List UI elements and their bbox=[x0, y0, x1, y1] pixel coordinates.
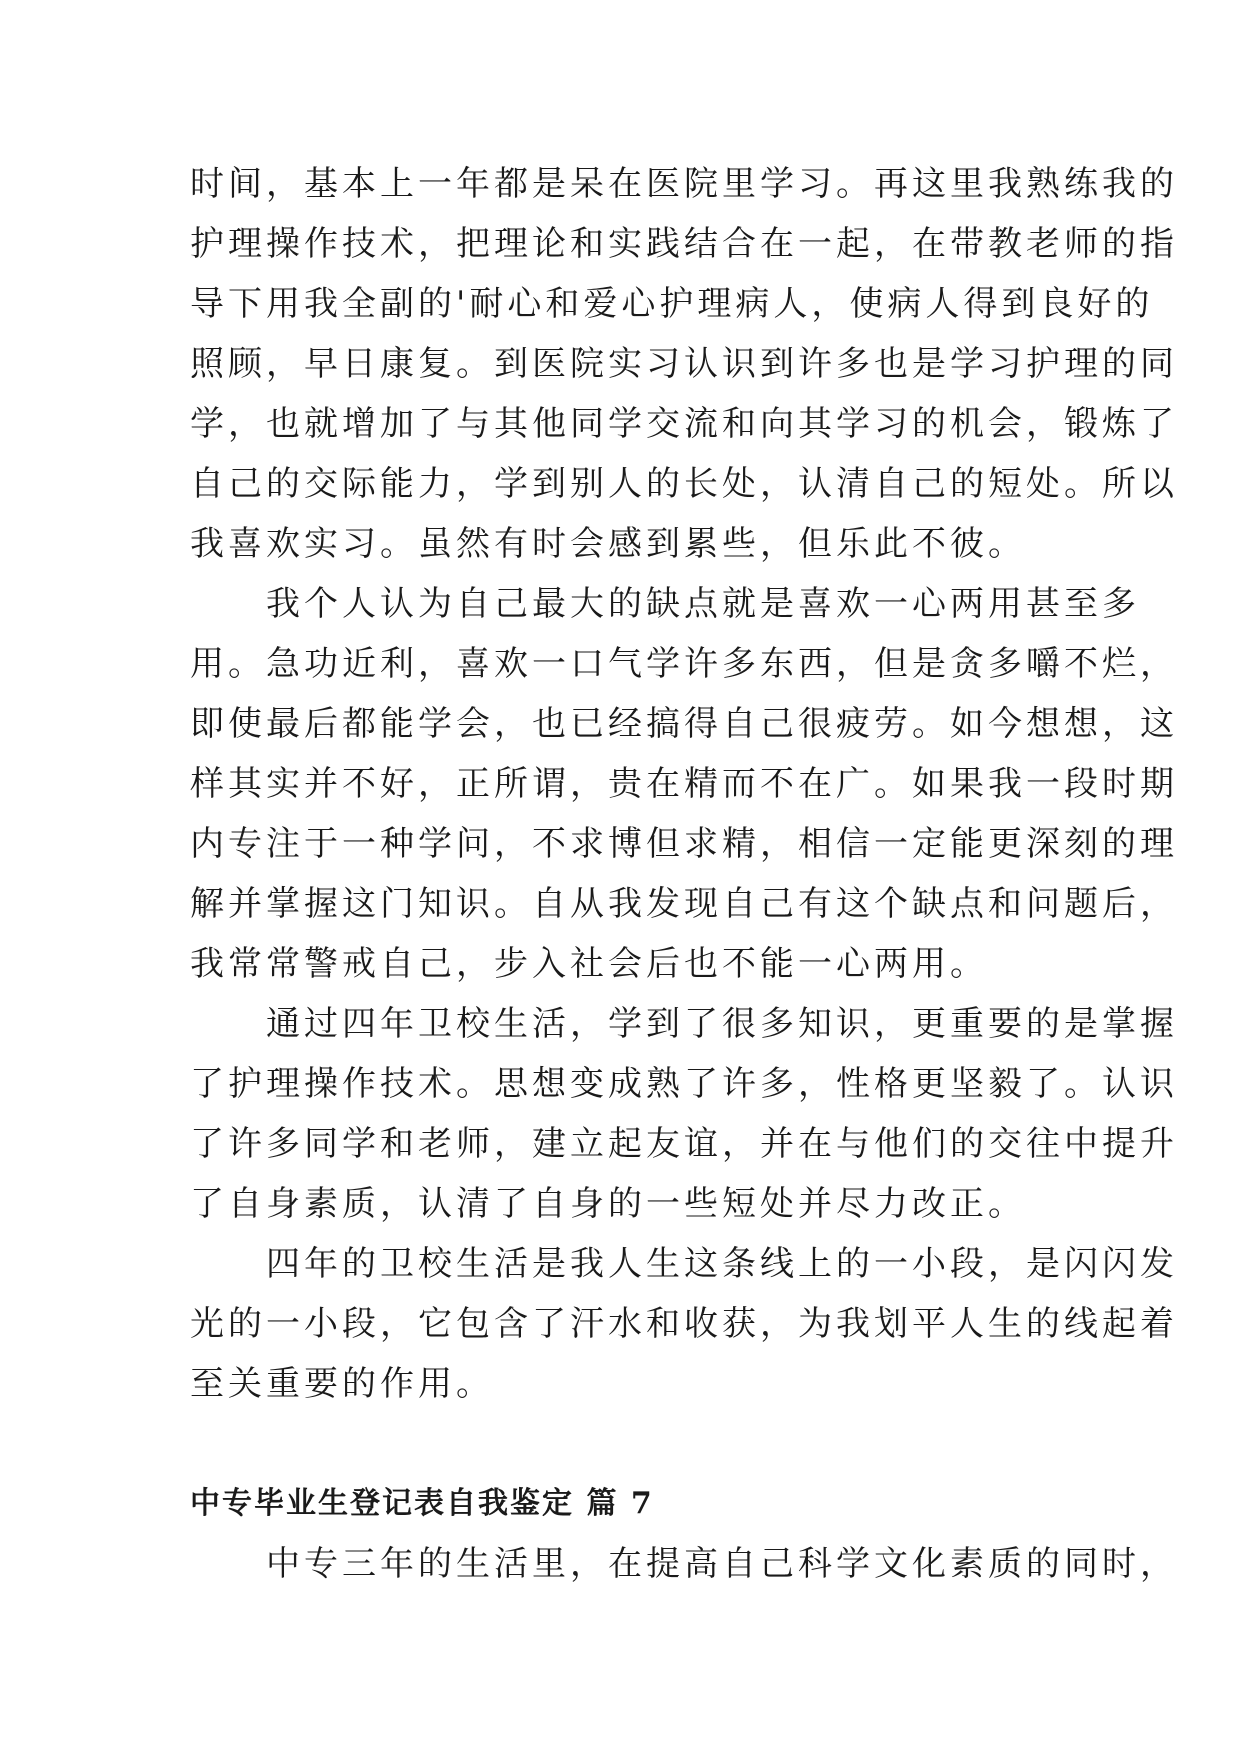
text-line: 照顾，早日康复。到医院实习认识到许多也是学习护理的同 bbox=[190, 344, 1178, 384]
text-line: 自己的交际能力，学到别人的长处，认清自己的短处。所以 bbox=[190, 464, 1178, 504]
text-line: 光的一小段，它包含了汗水和收获，为我划平人生的线起着 bbox=[190, 1304, 1178, 1344]
text-line: 我喜欢实习。虽然有时会感到累些，但乐此不彼。 bbox=[190, 524, 1026, 564]
document-body bbox=[190, 154, 1178, 1594]
text-line: 至关重要的作用。 bbox=[190, 1364, 494, 1404]
section-heading: 中专毕业生登记表自我鉴定 篇 7 bbox=[190, 1486, 654, 1521]
text-line: 解并掌握这门知识。自从我发现自己有这个缺点和问题后， bbox=[190, 884, 1178, 924]
text-line: 导下用我全副的'耐心和爱心护理病人，使病人得到良好的 bbox=[190, 284, 1154, 324]
text-line: 了护理操作技术。思想变成熟了许多，性格更坚毅了。认识 bbox=[190, 1064, 1178, 1104]
text-line: 用。急功近利，喜欢一口气学许多东西，但是贪多嚼不烂， bbox=[190, 644, 1178, 684]
text-line: 了许多同学和老师，建立起友谊，并在与他们的交往中提升 bbox=[190, 1124, 1178, 1164]
text-line: 中专三年的生活里，在提高自己科学文化素质的同时， bbox=[190, 1544, 1178, 1584]
text-line: 四年的卫校生活是我人生这条线上的一小段，是闪闪发 bbox=[190, 1244, 1178, 1284]
paragraph-section-7-intro bbox=[190, 1534, 1178, 1594]
section-spacer bbox=[190, 1414, 1070, 1474]
text-line: 内专注于一种学问，不求博但求精，相信一定能更深刻的理 bbox=[190, 824, 1178, 864]
paragraph-shortcomings bbox=[190, 574, 1178, 994]
text-line: 我常常警戒自己，步入社会后也不能一心两用。 bbox=[190, 944, 988, 984]
text-line: 通过四年卫校生活，学到了很多知识，更重要的是掌握 bbox=[190, 1004, 1178, 1044]
text-line: 了自身素质，认清了自身的一些短处并尽力改正。 bbox=[190, 1184, 1026, 1224]
text-line: 我个人认为自己最大的缺点就是喜欢一心两用甚至多 bbox=[190, 584, 1140, 624]
paragraph-conclusion bbox=[190, 1234, 1178, 1414]
text-line: 护理操作技术，把理论和实践结合在一起，在带教老师的指 bbox=[190, 224, 1178, 264]
text-line: 学，也就增加了与其他同学交流和向其学习的机会，锻炼了 bbox=[190, 404, 1178, 444]
text-line: 时间，基本上一年都是呆在医院里学习。再这里我熟练我的 bbox=[190, 164, 1178, 204]
text-line: 即使最后都能学会，也已经搞得自己很疲劳。如今想想，这 bbox=[190, 704, 1178, 744]
paragraph-internship bbox=[190, 154, 1178, 574]
paragraph-four-years bbox=[190, 994, 1178, 1234]
text-line: 样其实并不好，正所谓，贵在精而不在广。如果我一段时期 bbox=[190, 764, 1178, 804]
